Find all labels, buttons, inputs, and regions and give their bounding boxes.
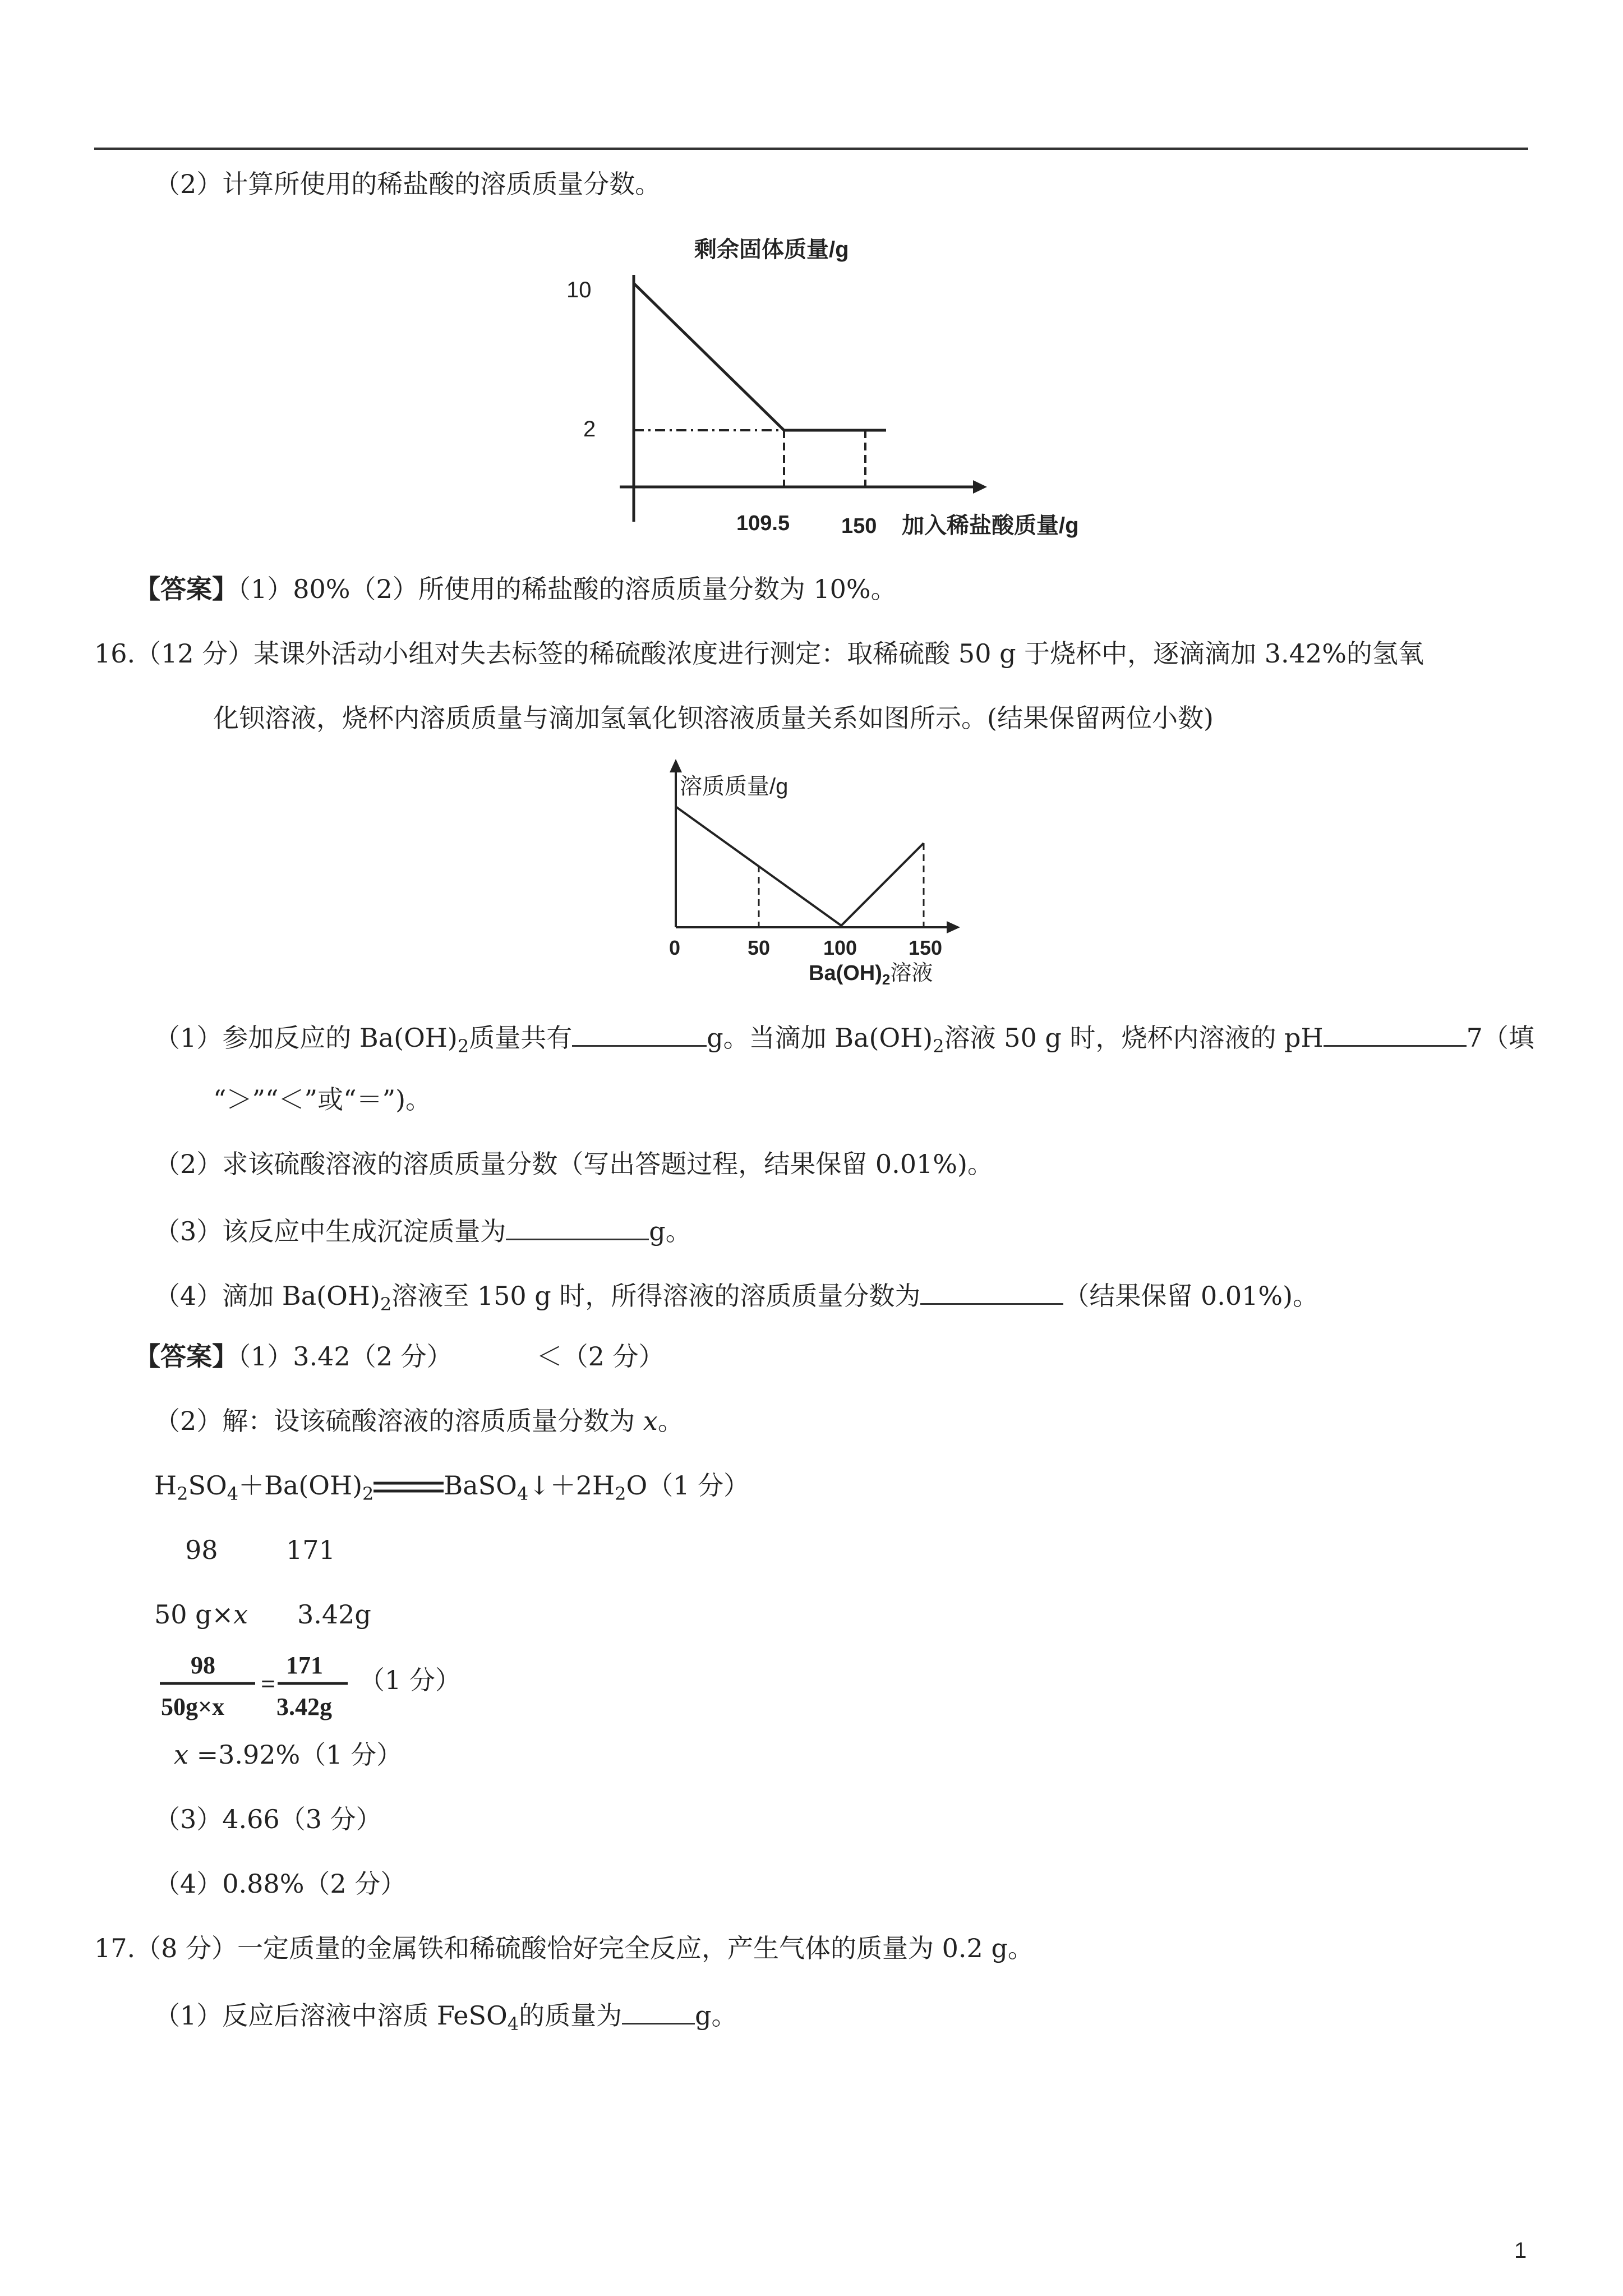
molar-mass-171: 171 xyxy=(286,1535,335,1565)
chart-remaining-solid xyxy=(555,224,1116,544)
fraction-score: （1 分） xyxy=(359,1665,461,1695)
q16-part1-line2: “＞”“＜”或“＝”)。 xyxy=(213,1084,432,1115)
chart1-decline-line xyxy=(634,283,784,430)
q15-sub2: （2）计算所使用的稀盐酸的溶质质量分数。 xyxy=(154,169,661,199)
mass-row-ba: 3.42g xyxy=(297,1599,371,1630)
q15-answer xyxy=(135,572,897,606)
chart2-x-arrow xyxy=(947,921,960,933)
chart2-y-arrow xyxy=(670,759,682,772)
q16-answer-3: （3）4.66（3 分） xyxy=(154,1804,382,1834)
q16-part2: （2）求该硫酸溶液的溶质质量分数（写出答题过程，结果保留 0.01%)。 xyxy=(154,1149,993,1179)
q16-answer-line1: 【答案】（1）3.42（2 分） ＜（2 分） xyxy=(135,1341,665,1372)
q16-part1: （1）参加反应的 $Ba(OH)_2$质量共有 g。当滴加 $Ba(OH)_2$溶液 50 g 时，烧杯内溶液的 pH 7（填 xyxy=(154,1018,1534,1055)
chart2-xtick-100: 100 xyxy=(823,936,857,959)
chart1-ytick-2: 2 xyxy=(583,417,596,441)
answer-blank-1[interactable] xyxy=(572,1018,707,1047)
svg-text:98: 98 xyxy=(191,1651,215,1679)
answer-blank-4[interactable] xyxy=(920,1276,1063,1305)
q17-stem: 17.（8 分）一定质量的金属铁和稀硫酸恰好完全反应，产生气体的质量为 0.2 g。 xyxy=(94,1933,1034,1963)
chart2-ylabel: 溶质质量/g xyxy=(680,774,789,799)
svg-text:3.42g: 3.42g xyxy=(276,1693,332,1720)
chart2-xtick-50: 50 xyxy=(748,936,771,959)
chart1-xlabel: 加入稀盐酸质量/g xyxy=(902,513,1079,538)
q16-stem-line2: 化钡溶液，烧杯内溶质质量与滴加氢氧化钡溶液质量关系如图所示。(结果保留两位小数) xyxy=(213,703,1214,733)
chart1-x-arrow xyxy=(973,480,987,494)
mass-row: 50 g×x xyxy=(154,1599,248,1630)
q16-part3: （3）该反应中生成沉淀质量为 g。 xyxy=(154,1212,691,1248)
answer-blank-5[interactable] xyxy=(622,1996,695,2024)
chart1-xtick-150: 150 xyxy=(841,514,877,538)
header-rule xyxy=(94,148,1528,150)
q16-stem-line1: 16.（12 分）某课外活动小组对失去标签的稀硫酸浓度进行测定：取稀硫酸 50 g 于烧杯中，逐滴滴加 3.42%的氢氧 xyxy=(94,638,1424,669)
chart-solute-mass xyxy=(656,754,970,990)
q17-part1: （1）反应后溶液中溶质 FeSO$_4$的质量为 g。 xyxy=(154,1996,737,2032)
reaction-equation: $H_2SO_4+Ba(OH)_2$ $BaSO_4↓+2H_2O(1$ 分） xyxy=(154,1470,750,1504)
proportion-fraction xyxy=(160,1646,351,1725)
svg-text:50g×x: 50g×x xyxy=(161,1693,225,1720)
chart1-ylabel: 剩余固体质量/g xyxy=(694,237,849,262)
chart1-xtick-109.5: 109.5 xyxy=(736,512,790,535)
answer-blank-3[interactable] xyxy=(506,1212,649,1240)
svg-text:=: = xyxy=(261,1669,276,1698)
chart1-ytick-10: 10 xyxy=(566,278,592,302)
q16-part4: （4）滴加 $Ba(OH)_2$溶液至 150 g 时，所得溶液的溶质质量分数为 （结果保留 0.01%)。 xyxy=(154,1276,1318,1313)
molar-mass-98: 98 xyxy=(185,1535,218,1565)
q16-answer-intro: （2）解：设该硫酸溶液的溶质质量分数为 x。 xyxy=(154,1406,684,1436)
chart2-xtick-150: 150 xyxy=(909,936,943,959)
answer-blank-2[interactable] xyxy=(1324,1018,1467,1047)
answer-tag: 【答案】 xyxy=(135,574,238,604)
page-number: 1 xyxy=(1514,2238,1527,2263)
svg-text:171: 171 xyxy=(286,1651,323,1679)
x-result: x =3.92%（1 分） xyxy=(174,1740,403,1770)
q16-answer-4: （4）0.88%（2 分） xyxy=(154,1869,407,1899)
equals-sign xyxy=(374,1476,444,1499)
chart2-xlabel: $Ba(OH)_2$溶液 xyxy=(809,961,933,988)
chart2-xtick-0: 0 xyxy=(669,936,681,959)
q15-answer-text: （1）80%（2）所使用的稀盐酸的溶质质量分数为 10%。 xyxy=(238,574,897,604)
chart2-solute-line xyxy=(676,807,924,926)
